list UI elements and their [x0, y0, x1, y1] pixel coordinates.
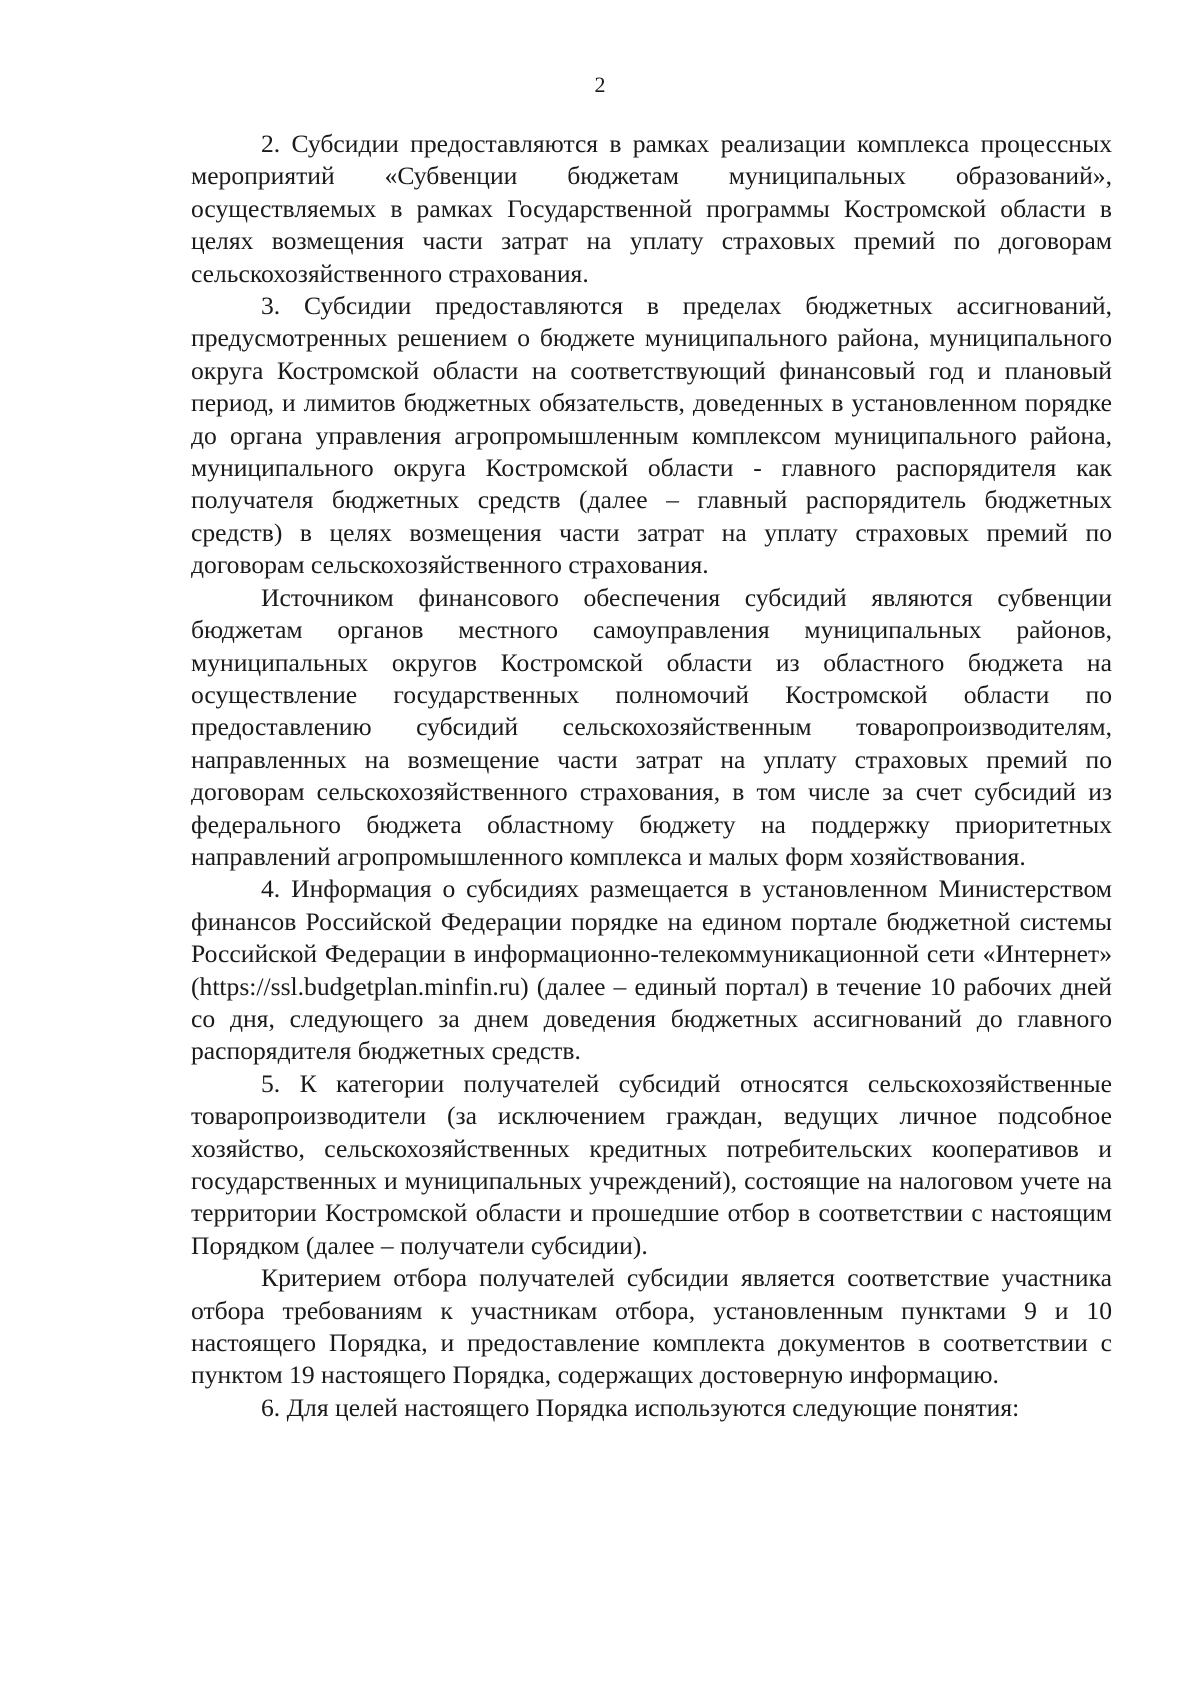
document-body	[191, 128, 1112, 1424]
page-number: 2	[594, 72, 606, 97]
paragraph-information-publication: 4. Информация о субсидиях размещается в установленном Министерством финансов Российской Федерации порядке на едином портале бюджетной системы Российской Федерации в информационно-телекоммуникационной сети «Интернет» (https://ssl.budgetplan.minfin.ru) (далее – единый портал) в течение 10 рабочих дней со дня, следующего за днем доведения бюджетных ассигнований до главного распорядителя бюджетных средств.	[191, 874, 1112, 1066]
paragraph-recipient-category: 5. К категории получателей субсидий относятся сельскохозяйственные товаропроизводители (за исключением граждан, ведущих личное подсобное хозяйство, сельскохозяйственных кредитных потребительских кооперативов и государственных и муниципальных учреждений), состоящие на налоговом учете на территории Костромской области и прошедшие отбор в соответствии с настоящим Порядком (далее – получатели субсидии).	[191, 1068, 1112, 1260]
paragraph-subsidies-framework: 2. Субсидии предоставляются в рамках реализации комплекса процессных мероприятий «Субвенции бюджетам муниципальных образований», осуществляемых в рамках Государственной программы Костромской области в целях возмещения части затрат на уплату страховых премий по договорам сельскохозяйственного страхования.	[191, 129, 1112, 288]
paragraph-definitions-intro: 6. Для целей настоящего Порядка используются следующие понятия:	[261, 1392, 1020, 1422]
paragraph-budget-allocations: 3. Субсидии предоставляются в пределах бюджетных ассигнований, предусмотренных решением о бюджете муниципального района, муниципального округа Костромской области на соответствующий финансовый год и плановый период, и лимитов бюджетных обязательств, доведенных в установленном порядке до органа управления агропромышленным комплексом муниципального района, муниципального округа Костромской области - главного распорядителя как получателя бюджетных средств (далее – главный распорядитель бюджетных средств) в целях возмещения части затрат на уплату страховых премий по договорам сельскохозяйственного страхования.	[191, 291, 1112, 580]
paragraph-funding-source: Источником финансового обеспечения субсидий являются субвенции бюджетам органов местного самоуправления муниципальных районов, муниципальных округов Костромской области из областного бюджета на осуществление государственных полномочий Костромской области по предоставлению субсидий сельскохозяйственным товаропроизводителям, направленных на возмещение части затрат на уплату страховых премий по договорам сельскохозяйственного страхования, в том числе за счет субсидий из федерального бюджета областному бюджету на поддержку приоритетных направлений агропромышленного комплекса и малых форм хозяйствования.	[191, 582, 1112, 871]
paragraph-selection-criterion: Критерием отбора получателей субсидии является соответствие участника отбора требованиям к участникам отбора, установленным пунктами 9 и 10 настоящего Порядка, и предоставление комплекта документов в соответствии с пунктом 19 настоящего Порядка, содержащих достоверную информацию.	[191, 1263, 1112, 1390]
